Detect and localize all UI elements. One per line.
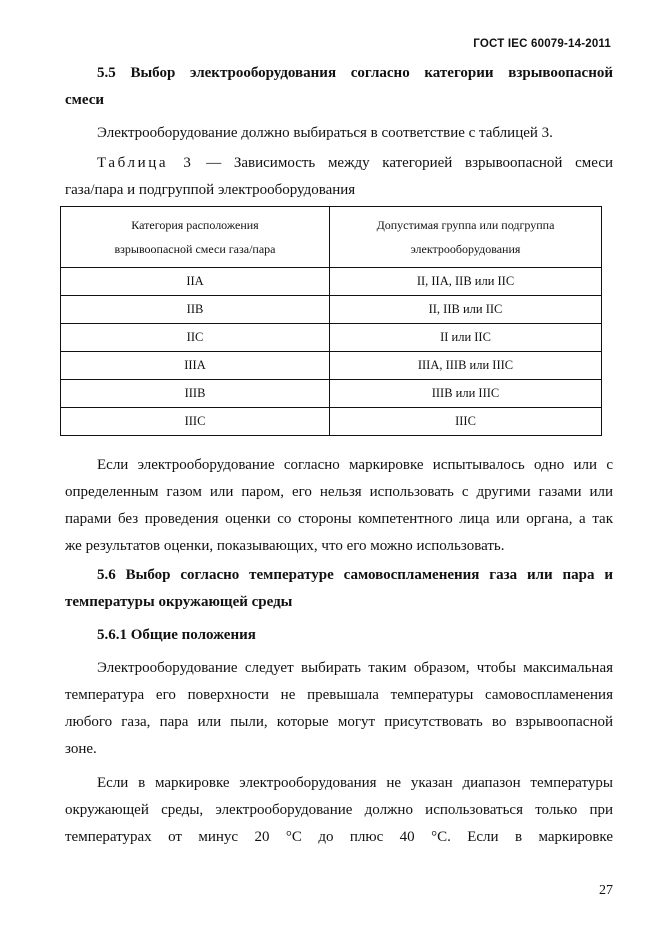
gas-paragraph-line2: определенным газом или паром, его нельзя использовать с другими газами или [65,484,613,500]
temp-paragraph-line2: температура его поверхности не превышала температуры самовоспламенения [65,687,613,703]
table-cell: IIIA, IIIB или IIIC [330,352,602,380]
table-cell: IIIB [61,380,330,408]
table-cell: II или IIC [330,324,602,352]
table-cell: II, IIB или IIC [330,296,602,324]
section-5-6-heading-line1: 5.6 Выбор согласно температуре самовоспламенения газа или пара и [97,567,613,583]
gas-paragraph-line3: парами без проведения оценки со стороны компетентного лица или органа, а так [65,511,613,527]
ambient-paragraph-line3: температурах от минус 20 °С до плюс 40 °С. Если в маркировке [65,829,613,845]
table-row [61,408,602,436]
table-row [61,296,602,324]
table-row [61,268,602,296]
ambient-paragraph-line2: окружающей среды, электрооборудование должно использоваться только при [65,802,613,818]
section-5-6-heading-line2: температуры окружающей среды [65,594,293,610]
table-header-cell [61,207,330,268]
temp-paragraph-line3: любого газа, пара или пыли, которые могут присутствовать во взрывоопасной [65,714,613,730]
table-header-text: Категория расположения [131,218,259,232]
table-caption-line2: газа/пара и подгруппой электрооборудования [65,182,356,198]
table-header-text: Допустимая группа или подгруппа [376,218,555,232]
section-5-5-heading-line2: смеси [65,92,105,108]
table-3 [60,206,602,436]
gas-paragraph-line4: же результатов оценки, показывающих, что его можно использовать. [65,538,505,554]
intro-paragraph: Электрооборудование должно выбираться в соответствие с таблицей 3. [97,125,553,141]
table-header-text: электрооборудования [410,242,521,256]
table-caption-line1 [65,150,613,177]
table-row [61,380,602,408]
table-cell: IIIB или IIIC [330,380,602,408]
ambient-paragraph-line1: Если в маркировке электрооборудования не указан диапазон температуры [97,775,613,791]
section-5-5-heading-line1: 5.5 Выбор электрооборудования согласно категории взрывоопасной [97,65,613,81]
section-5-6-1-heading: 5.6.1 Общие положения [97,627,256,643]
gas-paragraph-line1: Если электрооборудование согласно маркировке испытывалось одно или с [97,457,613,473]
table-caption-title: — Зависимость между категорией взрывоопасной смеси [206,155,613,171]
table-header-row [61,207,602,268]
document-header: ГОСТ IEC 60079-14-2011 [473,38,611,50]
table-cell: IIIA [61,352,330,380]
table-row [61,352,602,380]
table-cell: IIIC [330,408,602,436]
table-cell: IIB [61,296,330,324]
temp-paragraph-line1: Электрооборудование следует выбирать таким образом, чтобы максимальная [97,660,613,676]
table-header-text: взрывоопасной смеси газа/пара [114,242,276,256]
table-cell: IIIC [61,408,330,436]
page-number: 27 [599,883,613,898]
table-cell: II, IIA, IIB или IIC [330,268,602,296]
table-header-cell [330,207,602,268]
table-caption-label: Таблица 3 [97,155,194,171]
table-cell: IIC [61,324,330,352]
table-cell: IIA [61,268,330,296]
temp-paragraph-line4: зоне. [65,741,97,757]
table-row [61,324,602,352]
